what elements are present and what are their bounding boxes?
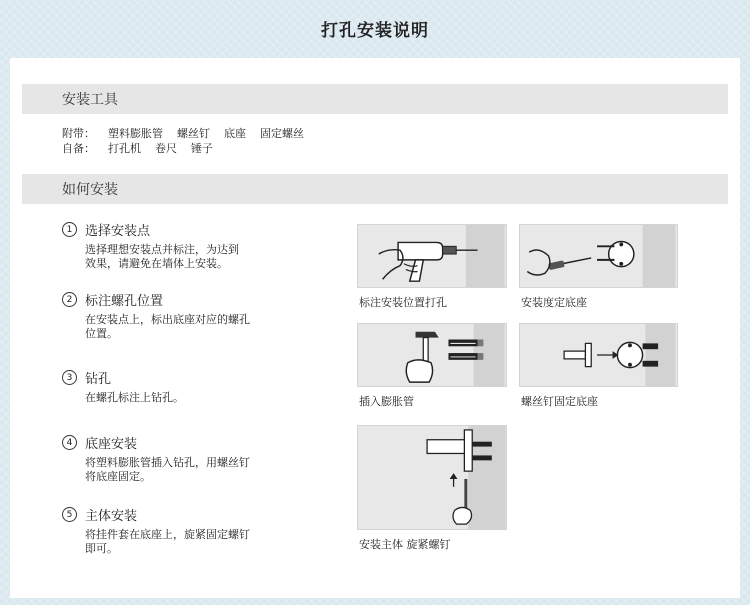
illustration-caption: 标注安装位置打孔: [359, 296, 447, 309]
mount-body-icon: [357, 425, 507, 530]
illustration-drill: [357, 224, 507, 309]
tool-item: 打孔机: [108, 142, 141, 155]
page-title: 打孔安装说明: [321, 21, 429, 41]
step-number: 4: [62, 435, 77, 450]
illustration-caption: 安装度定底座: [521, 296, 587, 309]
step-4: [62, 433, 312, 484]
screw-base-icon: [519, 323, 678, 387]
hammer-icon: [357, 323, 507, 387]
included-label: 附带：: [62, 127, 95, 140]
tool-item: 卷尺: [155, 142, 177, 155]
drill-icon: [357, 224, 507, 288]
step-number: 1: [62, 222, 77, 237]
step-2: [62, 290, 312, 341]
self-label: 自备：: [62, 142, 95, 155]
step-number: 2: [62, 292, 77, 307]
step-desc-line: 位置。: [85, 327, 118, 340]
step-title: 主体安装: [85, 509, 138, 524]
section-header-howto: 如何安装: [22, 174, 728, 204]
step-desc-line: 在螺孔标注上钻孔。: [85, 391, 184, 404]
step-desc-line: 在安装点上，标出底座对应的螺孔: [85, 313, 250, 326]
illustration-hammer: [357, 323, 507, 408]
tool-item: 底座: [224, 127, 246, 140]
step-title: 底座安装: [85, 437, 138, 452]
step-title: 选择安装点: [85, 224, 151, 239]
illustration-screwdriver: [519, 224, 678, 309]
illustration-caption: 安装主体 旋紧螺钉: [359, 538, 451, 551]
tools-list: [62, 126, 318, 156]
step-desc-line: 将挂件套在底座上，旋紧固定螺钉: [85, 528, 250, 541]
section-header-tools: 安装工具: [22, 84, 728, 114]
step-number: 5: [62, 507, 77, 522]
screwdriver-icon: [519, 224, 678, 288]
illustration-screw-base: [519, 323, 678, 408]
included-tools-row: [62, 126, 318, 141]
step-3: [62, 368, 312, 405]
step-number: 3: [62, 370, 77, 385]
instruction-card: [10, 58, 740, 598]
tool-item: 螺丝钉: [177, 127, 210, 140]
step-desc-line: 效果，请避免在墙体上安装。: [85, 257, 228, 270]
illustration-mount-body: [357, 425, 507, 551]
step-desc-line: 将塑料膨胀管插入钻孔，用螺丝钉: [85, 456, 250, 469]
illustration-caption: 螺丝钉固定底座: [521, 395, 598, 408]
step-title: 标注螺孔位置: [85, 294, 164, 309]
step-desc-line: 将底座固定。: [85, 470, 151, 483]
step-title: 钻孔: [85, 372, 112, 387]
step-1: [62, 220, 312, 271]
illustration-caption: 插入膨胀管: [359, 395, 414, 408]
step-desc-line: 即可。: [85, 542, 118, 555]
tool-item: 塑料膨胀管: [108, 127, 163, 140]
step-5: [62, 505, 312, 556]
step-desc-line: 选择理想安装点并标注，为达到: [85, 243, 239, 256]
tool-item: 锤子: [191, 142, 213, 155]
tool-item: 固定螺丝: [260, 127, 304, 140]
self-tools-row: [62, 141, 318, 156]
